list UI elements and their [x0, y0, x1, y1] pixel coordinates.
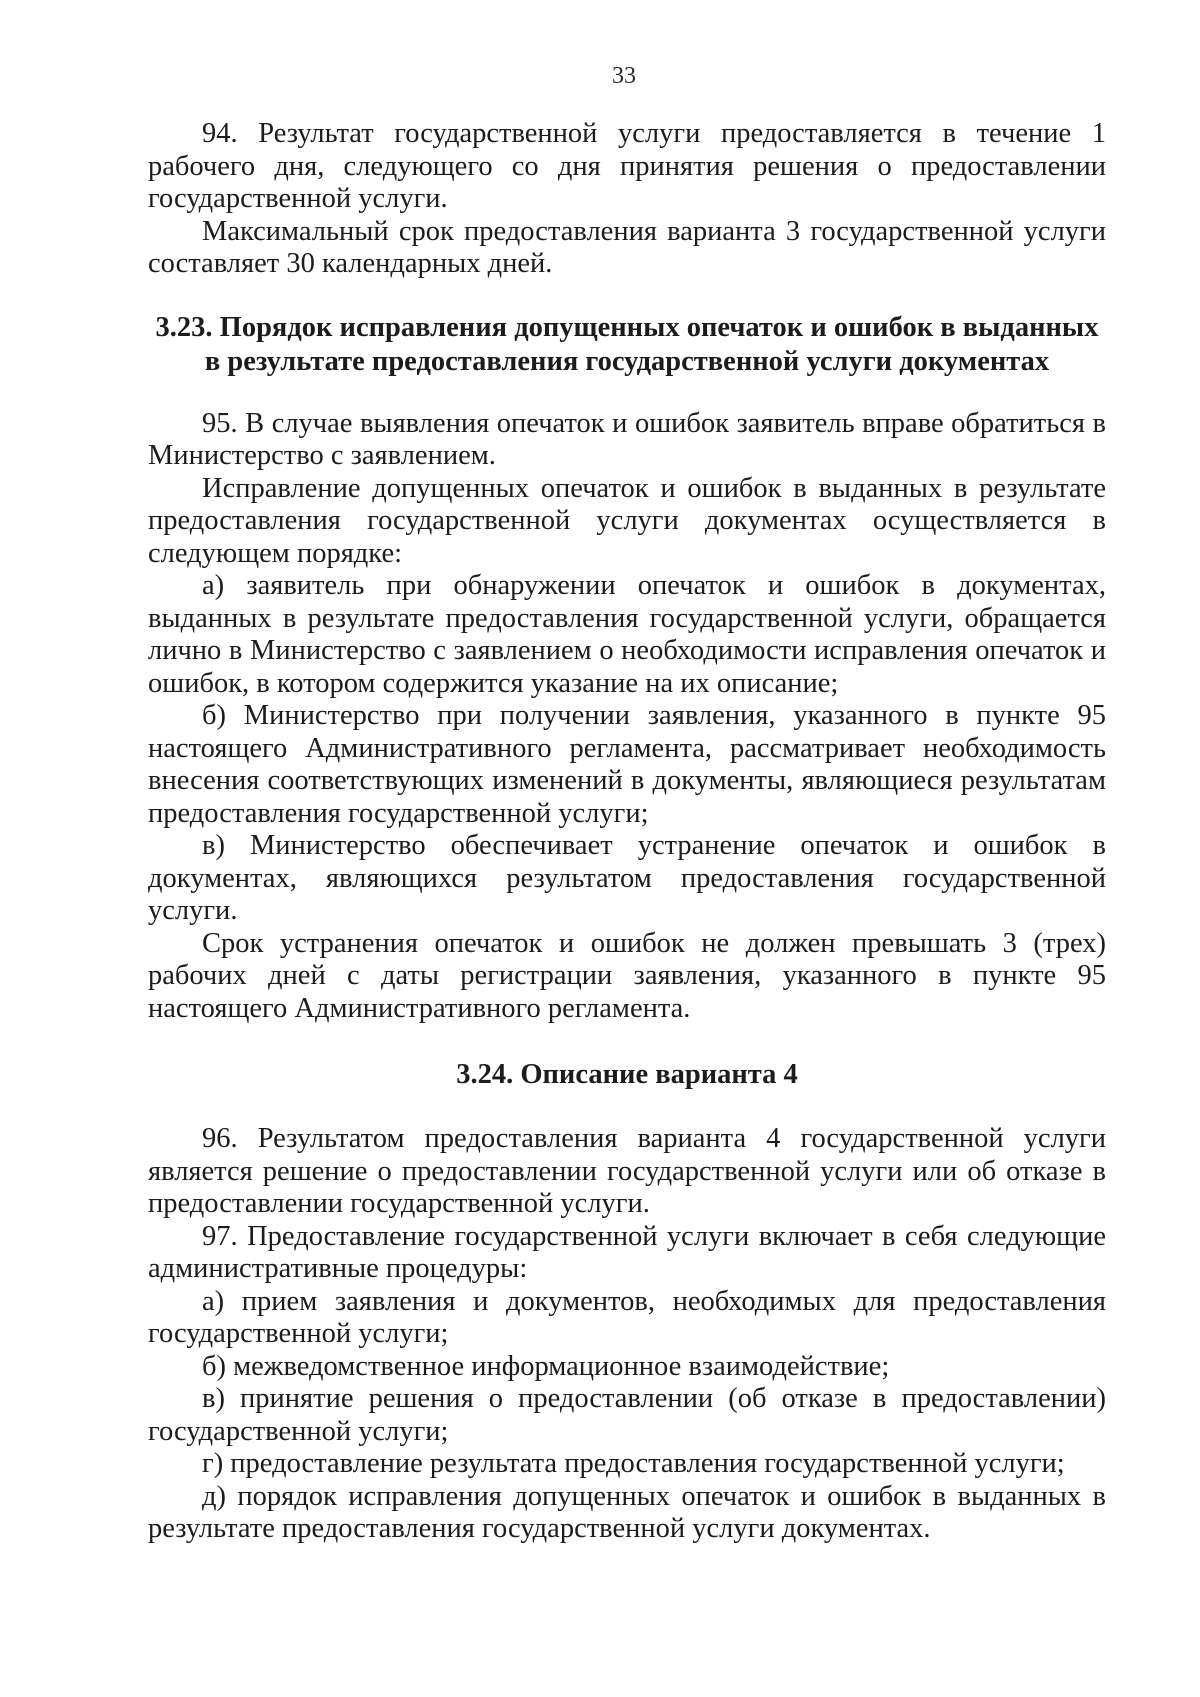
paragraph-94: 94. Результат государственной услуги предоставляется в течение 1 рабочего дня, следующего со дня принятия решения о предоставлении государственной услуги. [148, 118, 1106, 214]
paragraph-correction-term: Срок устранения опечаток и ошибок не должен превышать 3 (трех) рабочих дней с даты регистрации заявления, указанного в пункте 95 настоящего Административного регламента. [148, 927, 1106, 1024]
paragraph-95: 95. В случае выявления опечаток и ошибок заявитель вправе обратиться в Министерство с заявлением. [148, 407, 1106, 471]
list-item-a: а) заявитель при обнаружении опечаток и ошибок в документах, выданных в результате предоставления государственной услуги, обращается лично в Министерство с заявлением о необходимости исправления опечаток и ошибок, в котором содержится указание на их описание; [148, 570, 1106, 699]
section-heading-3-23-line1: 3.23. Порядок исправления допущенных опечаток и ошибок в выданных [155, 311, 1099, 343]
paragraph-correction-order: Исправление допущенных опечаток и ошибок в выданных в результате предоставления государственной услуги документах осуществляется в следующем порядке: [148, 472, 1106, 569]
procedure-item-v: в) принятие решения о предоставлении (об отказе в предоставлении) государственной услуги; [148, 1383, 1106, 1447]
procedure-item-b: б) межведомственное информационное взаимодействие; [202, 1350, 890, 1382]
section-heading-3-23 [148, 311, 1106, 379]
page-number: 33 [612, 63, 636, 89]
procedure-item-a: а) прием заявления и документов, необходимых для предоставления государственной услуги; [148, 1285, 1106, 1349]
list-item-b: б) Министерство при получении заявления, указанного в пункте 95 настоящего Административного регламента, рассматривает необходимость внесения соответствующих изменений в документы, являющиеся результатам предоставления государственной услуги; [148, 700, 1106, 829]
paragraph-97: 97. Предоставление государственной услуги включает в себя следующие административные процедуры: [148, 1220, 1106, 1284]
paragraph-96: 96. Результатом предоставления варианта 4 государственной услуги является решение о предоставлении государственной услуги или об отказе в предоставлении государственной услуги. [148, 1123, 1106, 1219]
section-heading-3-24: 3.24. Описание варианта 4 [456, 1059, 798, 1090]
procedure-item-d: д) порядок исправления допущенных опечаток и ошибок в выданных в результате предоставления государственной услуги документах. [148, 1480, 1106, 1544]
section-heading-3-23-line2: в результате предоставления государственной услуги документах [204, 345, 1050, 377]
document-body [148, 118, 1106, 1546]
procedure-item-g: г) предоставление результата предоставления государственной услуги; [202, 1448, 1065, 1479]
paragraph-max-term: Максимальный срок предоставления варианта 3 государственной услуги составляет 30 календарных дней. [148, 215, 1106, 279]
list-item-v: в) Министерство обеспечивает устранение опечаток и ошибок в документах, являющихся результатом предоставления государственной услуги. [148, 830, 1106, 926]
